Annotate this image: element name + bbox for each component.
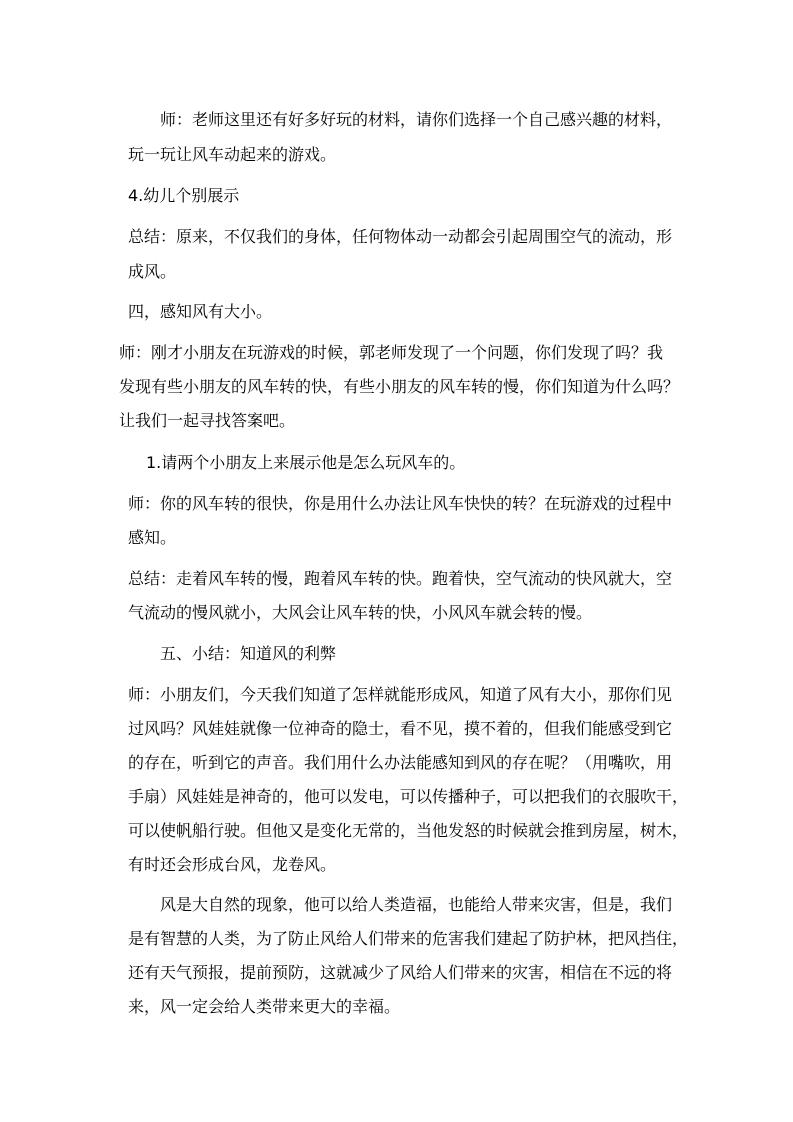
text-line: 的存在，听到它的声音。我们用什么办法能感知到风的存在呢？（用嘴吹，用 [128, 753, 673, 772]
section-heading: 五、小结：知道风的利弊 [160, 644, 337, 663]
text-line: 是有智慧的人类，为了防止风给人们带来的危害我们建起了防护林，把风挡住， [128, 929, 689, 948]
text-line: 感知。 [128, 528, 177, 547]
text-line: 发现有些小朋友的风车转的快，有些小朋友的风车转的慢，你们知道为什么吗？ [119, 377, 680, 396]
text-line: 师：你的风车转的很快，你是用什么办法让风车快快的转？在玩游戏的过程中 [128, 494, 673, 513]
text-line: 师：刚才小朋友在玩游戏的时候，郭老师发现了一个问题，你们发现了吗？我 [119, 343, 664, 362]
section-heading: 4.幼儿个别展示 [128, 186, 240, 205]
text-line: 师：老师这里还有好多好玩的材料，请你们选择一个自己感兴趣的材料， [160, 110, 673, 129]
text-line: 气流动的慢风就小，大风会让风车转的快，小风风车就会转的慢。 [128, 603, 593, 622]
text-line: 总结：原来，不仅我们的身体，任何物体动一动都会引起周围空气的流动，形 [128, 227, 673, 246]
text-line: 手扇）风娃娃是神奇的，他可以发电，可以传播种子，可以把我们的衣服吹干， [128, 787, 689, 806]
text-line: 总结：走着风车转的慢，跑着风车转的快。跑着快，空气流动的快风就大，空 [128, 569, 673, 588]
text-line: 玩一玩让风车动起来的游戏。 [128, 145, 337, 164]
section-heading: 1.请两个小朋友上来展示他是怎么玩风车的。 [146, 453, 466, 472]
text-line: 风是大自然的现象，他可以给人类造福，也能给人带来灾害，但是，我们 [160, 895, 673, 914]
text-line: 过风吗？风娃娃就像一位神奇的隐士，看不见，摸不着的，但我们能感受到它 [128, 719, 673, 738]
text-line: 可以使帆船行驶。但他又是变化无常的，当他发怒的时候就会推到房屋，树木， [128, 821, 689, 840]
text-line: 成风。 [128, 262, 177, 281]
text-line: 来，风一定会给人类带来更大的幸福。 [128, 997, 401, 1016]
text-line: 有时还会形成台风，龙卷风。 [128, 855, 337, 874]
text-line: 还有天气预报，提前预防，这就减少了风给人们带来的灾害，相信在不远的将 [128, 963, 673, 982]
section-heading: 四，感知风有大小。 [128, 302, 273, 321]
text-line: 让我们一起寻找答案吧。 [119, 411, 296, 430]
text-line: 师：小朋友们，今天我们知道了怎样就能形成风，知道了风有大小，那你们见 [128, 685, 673, 704]
